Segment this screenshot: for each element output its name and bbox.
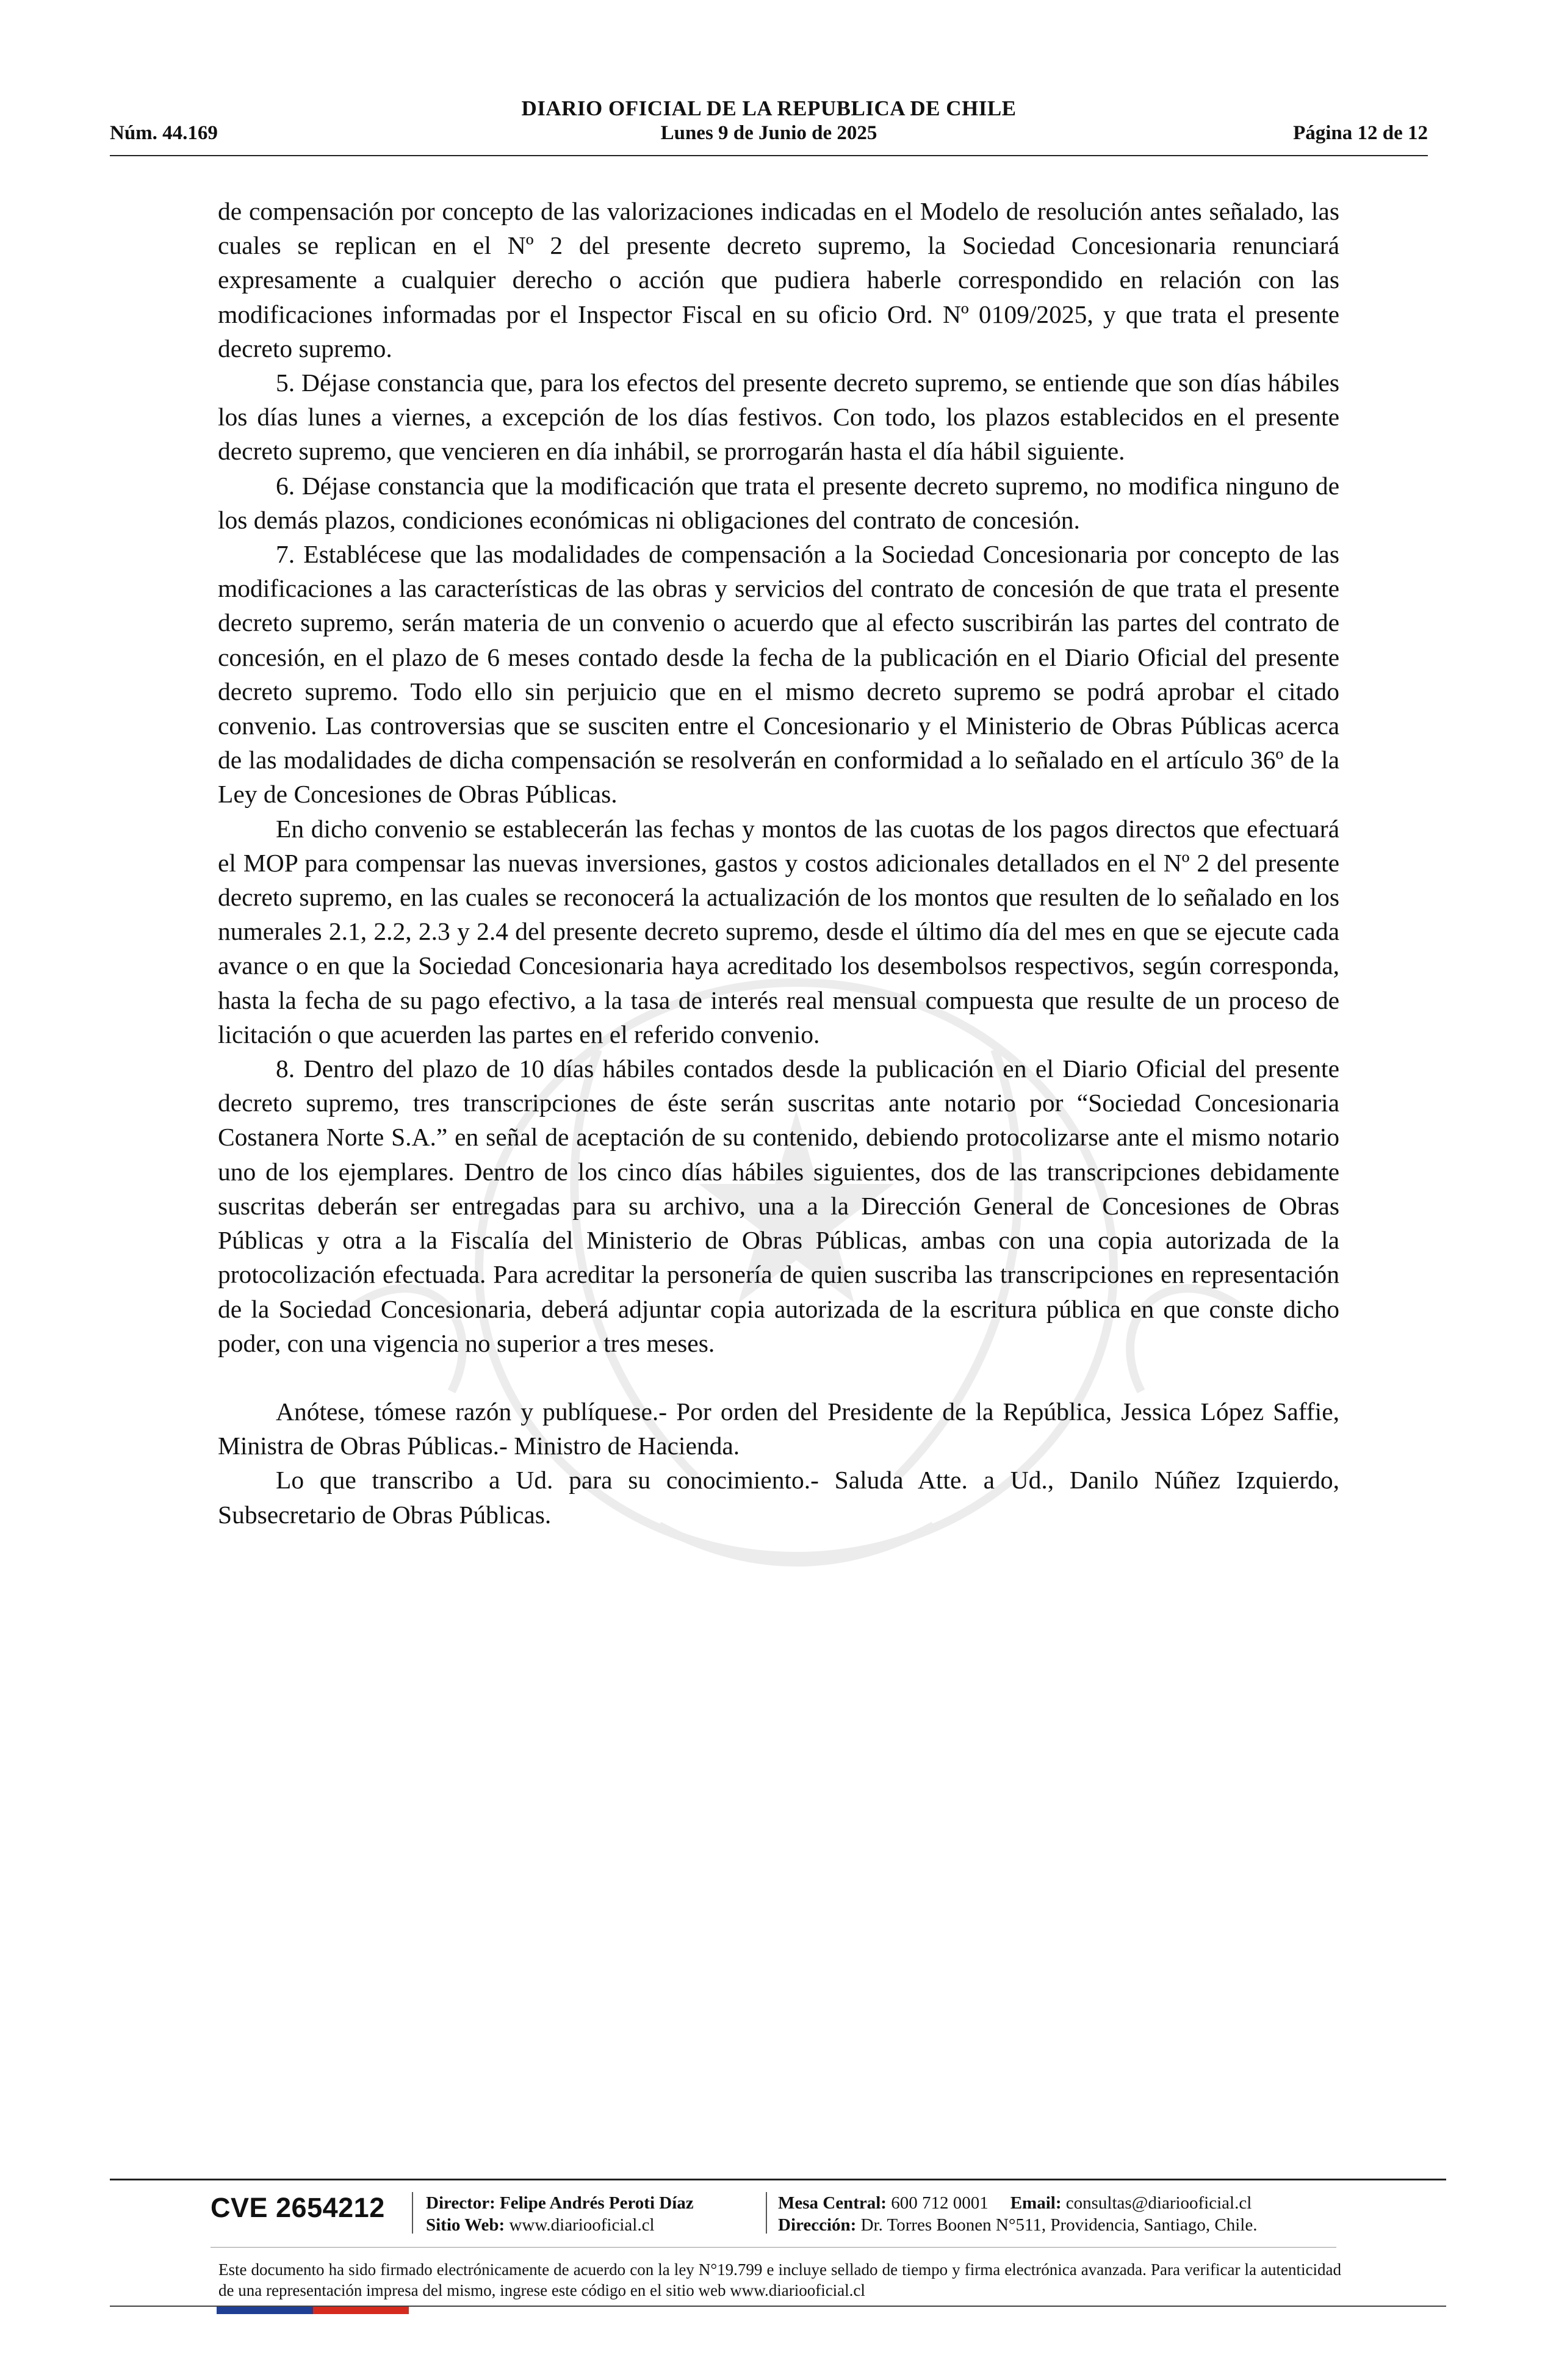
paragraph-continuation: de compensación por concepto de las valorizaciones indicadas en el Modelo de resolución antes señalado, las cuales se replican en el Nº 2 del presente decreto supremo, la Sociedad Concesionaria renunciará expresamente a cualquier derecho o acción que pudiera haberle correspondido en relación con las modificaciones informadas por el Inspector Fiscal en su oficio Ord. Nº 0109/2025, y que trata el presente decreto supremo. [218, 197, 1339, 362]
flag-blue-segment [217, 2307, 313, 2314]
website-link[interactable]: www.diariooficial.cl [509, 2215, 655, 2235]
phone-label: Mesa Central: [778, 2193, 887, 2213]
website-label: Sitio Web: [426, 2215, 505, 2235]
email-label: Email: [1010, 2193, 1062, 2213]
publication-title: DIARIO OFICIAL DE LA REPUBLICA DE CHILE [521, 96, 1017, 120]
paragraph-7: 7. Establécese que las modalidades de compensación a la Sociedad Concesionaria por concepto de las modificaciones a las características de las obras y servicios del contrato de concesión de que trata el presente decreto supremo, serán materia de un convenio o acuerdo que al efecto suscribirán las partes del contrato de concesión, en el plazo de 6 meses contado desde la fecha de la publicación en el Diario Oficial del presente decreto supremo. Todo ello sin perjuicio que en el mismo decreto supremo se podrá aprobar el citado convenio. Las controversias que se susciten entre el Concesionario y el Ministerio de Obras Públicas acerca de las modalidades de dicha compensación se resolverán en conformidad a lo señalado en el artículo 36º de la Ley de Concesiones de Obras Públicas. [218, 540, 1339, 809]
footer-separator [412, 2192, 413, 2234]
page-footer [110, 2179, 1446, 2349]
footer-director-block [426, 2192, 694, 2236]
closing-formula: Anótese, tómese razón y publíquese.- Por orden del Presidente de la República, Jessica López Saffie, Ministra de Obras Públicas.- Ministro de Hacienda. [218, 1397, 1339, 1460]
footer-contact-block [778, 2192, 1257, 2236]
email-link[interactable]: consultas@diariooficial.cl [1065, 2193, 1252, 2213]
paragraph-5: 5. Déjase constancia que, para los efectos del presente decreto supremo, se entiende que son días hábiles los días lunes a viernes, a excepción de los días festivos. Con todo, los plazos establecidos en el presente decreto supremo, que vencieren en día inhábil, se prorrogarán hasta el día hábil siguiente. [218, 369, 1339, 466]
document-body [218, 194, 1339, 1532]
phone-number: 600 712 0001 [891, 2193, 989, 2213]
footer-separator [766, 2192, 767, 2234]
issue-number: Núm. 44.169 [110, 122, 218, 144]
address-value: Dr. Torres Boonen N°511, Providencia, Santiago, Chile. [860, 2215, 1258, 2235]
director-name: Felipe Andrés Peroti Díaz [500, 2193, 694, 2213]
cve-code: CVE 2654212 [211, 2192, 385, 2223]
paragraph-6: 6. Déjase constancia que la modificación que trata el presente decreto supremo, no modifica ninguno de los demás plazos, condiciones económicas ni obligaciones del contrato de concesión. [218, 471, 1339, 534]
legal-notice: Este documento ha sido firmado electrónicamente de acuerdo con la ley N°19.799 e incluye sellado de tiempo y firma electrónica avanzada. Para verificar la autenticidad de una representación impresa del mismo, ingrese este código en el sitio web www.diariooficial.cl [218, 2260, 1341, 2299]
issue-date: Lunes 9 de Junio de 2025 [660, 122, 877, 144]
chile-flag-stripe [217, 2307, 409, 2314]
director-label: Director: [426, 2193, 495, 2213]
transcription-note: Lo que transcribo a Ud. para su conocimiento.- Saluda Atte. a Ud., Danilo Núñez Izquierdo, Subsecretario de Obras Públicas. [218, 1466, 1339, 1529]
footer-top-rule [110, 2179, 1446, 2180]
paragraph-7-convenio: En dicho convenio se establecerán las fechas y montos de las cuotas de los pagos directos que efectuará el MOP para compensar las nuevas inversiones, gastos y costos adicionales detallados en el Nº 2 del presente decreto supremo, en las cuales se reconocerá la actualización de los montos que resulten de lo señalado en los numerales 2.1, 2.2, 2.3 y 2.4 del presente decreto supremo, desde el último día del mes en que se ejecute cada avance o en que la Sociedad Concesionaria haya acreditado los desembolsos respectivos, según corresponda, hasta la fecha de su pago efectivo, a la tasa de interés real mensual compuesta que resulte de un proceso de licitación o que acuerden las partes en el referido convenio. [218, 814, 1339, 1048]
paragraph-8: 8. Dentro del plazo de 10 días hábiles contados desde la publicación en el Diario Oficial del presente decreto supremo, tres transcripciones de éste serán suscritas ante notario por “Sociedad Concesionaria Costanera Norte S.A.” en señal de aceptación de su contenido, debiendo protocolizarse ante el mismo notario uno de los ejemplares. Dentro de los cinco días hábiles siguientes, dos de las transcripciones debidamente suscritas deberán ser entregadas para su archivo, una a la Dirección General de Concesiones de Obras Públicas y otra a la Fiscalía del Ministerio de Obras Públicas, ambas con una copia autorizada de la protocolización efectuada. Para acreditar la personería de quien suscriba las transcripciones en representación de la Sociedad Concesionaria, deberá adjuntar copia autorizada de la escritura pública en que conste dicho poder, con una vigencia no superior a tres meses. [218, 1055, 1339, 1357]
header-divider [110, 155, 1428, 156]
address-label: Dirección: [778, 2215, 857, 2235]
page-number: Página 12 de 12 [1293, 122, 1428, 144]
footer-inner-rule [211, 2247, 1336, 2248]
page-header [110, 92, 1428, 159]
flag-red-segment [313, 2307, 409, 2314]
